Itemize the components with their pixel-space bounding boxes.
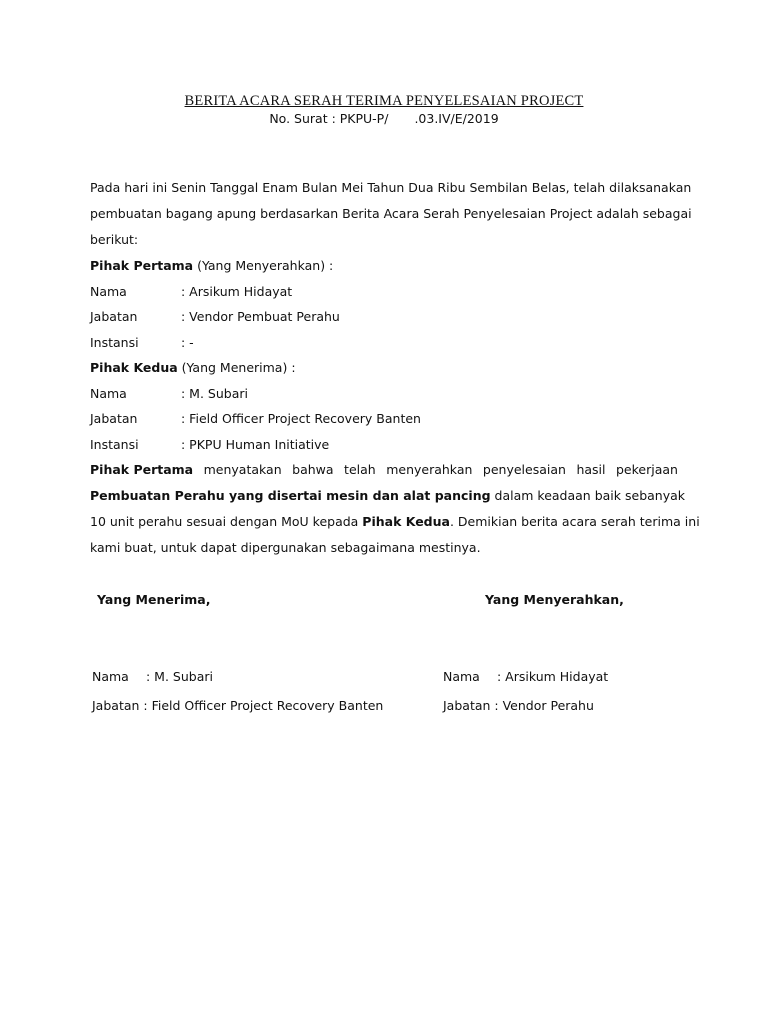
- field-value: : M. Subari: [146, 669, 213, 684]
- statement-line-4: kami buat, untuk dapat dipergunakan sebagaimana mestinya.: [90, 540, 481, 555]
- statement-text: 10 unit perahu sesuai dengan MoU kepada: [90, 514, 363, 529]
- document-number-prefix: No. Surat : PKPU-P/: [269, 111, 389, 126]
- giver-heading: Yang Menyerahkan,: [485, 592, 624, 607]
- statement-word: penyelesaian: [482, 462, 566, 477]
- statement-word: telah: [344, 462, 376, 477]
- document-number-suffix: .03.IV/E/2019: [414, 111, 499, 126]
- intro-line-2: pembuatan bagang apung berdasarkan Berita Acara Serah Penyelesaian Project adalah sebagai: [90, 206, 692, 221]
- giver-nama: [443, 669, 608, 685]
- statement-line-3: [90, 514, 700, 540]
- statement-word: menyerahkan: [386, 462, 473, 477]
- field-label: Instansi: [90, 335, 139, 350]
- field-label: Nama: [90, 284, 127, 299]
- field-value: : Arsikum Hidayat: [497, 669, 609, 684]
- statement-bold-text: Pihak Pertama: [90, 462, 194, 477]
- pihak-pertama-heading: [90, 258, 333, 274]
- intro-paragraph: [90, 180, 692, 258]
- field-label: Nama: [443, 669, 480, 684]
- pihak-kedua-role: (Yang Menerima) :: [177, 360, 296, 375]
- statement-text: . Demikian berita acara serah terima ini: [449, 514, 700, 529]
- pihak-kedua-label: Pihak Kedua: [90, 360, 178, 375]
- pihak-pertama-role: (Yang Menyerahkan) :: [193, 258, 334, 273]
- pihak-kedua-heading: [90, 360, 296, 376]
- pihak-pertama-jabatan-row: [90, 309, 340, 325]
- field-label: Jabatan: [90, 411, 138, 426]
- field-value: : Field Officer Project Recovery Banten: [181, 411, 421, 426]
- field-value: : -: [181, 335, 194, 350]
- pihak-pertama-nama-row: [90, 284, 292, 300]
- field-value: : Vendor Pembuat Perahu: [181, 309, 340, 324]
- statement-line-1: [90, 462, 678, 488]
- field-value: : PKPU Human Initiative: [181, 437, 330, 452]
- statement-bold-text: Pihak Kedua: [362, 514, 450, 529]
- pihak-kedua-jabatan-row: [90, 411, 421, 427]
- statement-line-2: [90, 488, 686, 514]
- pihak-kedua-instansi-row: [90, 437, 329, 453]
- receiver-jabatan: Jabatan : Field Officer Project Recovery Banten: [92, 698, 384, 713]
- receiver-heading: Yang Menerima,: [97, 592, 211, 607]
- statement-bold-text: Pembuatan Perahu yang disertai mesin dan alat pancing: [90, 488, 491, 503]
- field-label: Instansi: [90, 437, 139, 452]
- statement-word: menyatakan: [203, 462, 282, 477]
- field-value: : M. Subari: [181, 386, 248, 401]
- field-label: Nama: [90, 386, 127, 401]
- document-title: BERITA ACARA SERAH TERIMA PENYELESAIAN PROJECT: [184, 93, 584, 109]
- statement-word: bahwa: [292, 462, 334, 477]
- pihak-pertama-label: Pihak Pertama: [90, 258, 194, 273]
- intro-line-3: berikut:: [90, 232, 139, 247]
- statement-word: pekerjaan: [615, 462, 678, 477]
- field-value: : Arsikum Hidayat: [181, 284, 293, 299]
- receiver-nama: [92, 669, 213, 685]
- pihak-pertama-instansi-row: [90, 335, 194, 351]
- field-label: Jabatan: [90, 309, 138, 324]
- field-label: Nama: [92, 669, 129, 684]
- giver-jabatan: Jabatan : Vendor Perahu: [443, 698, 594, 713]
- statement-paragraph: [90, 462, 700, 566]
- statement-text: dalam keadaan baik sebanyak: [490, 488, 686, 503]
- intro-line-1: Pada hari ini Senin Tanggal Enam Bulan Mei Tahun Dua Ribu Sembilan Belas, telah dilaksanakan: [90, 180, 692, 195]
- statement-word: hasil: [576, 462, 606, 477]
- document-number: [0, 111, 768, 126]
- pihak-kedua-nama-row: [90, 386, 248, 402]
